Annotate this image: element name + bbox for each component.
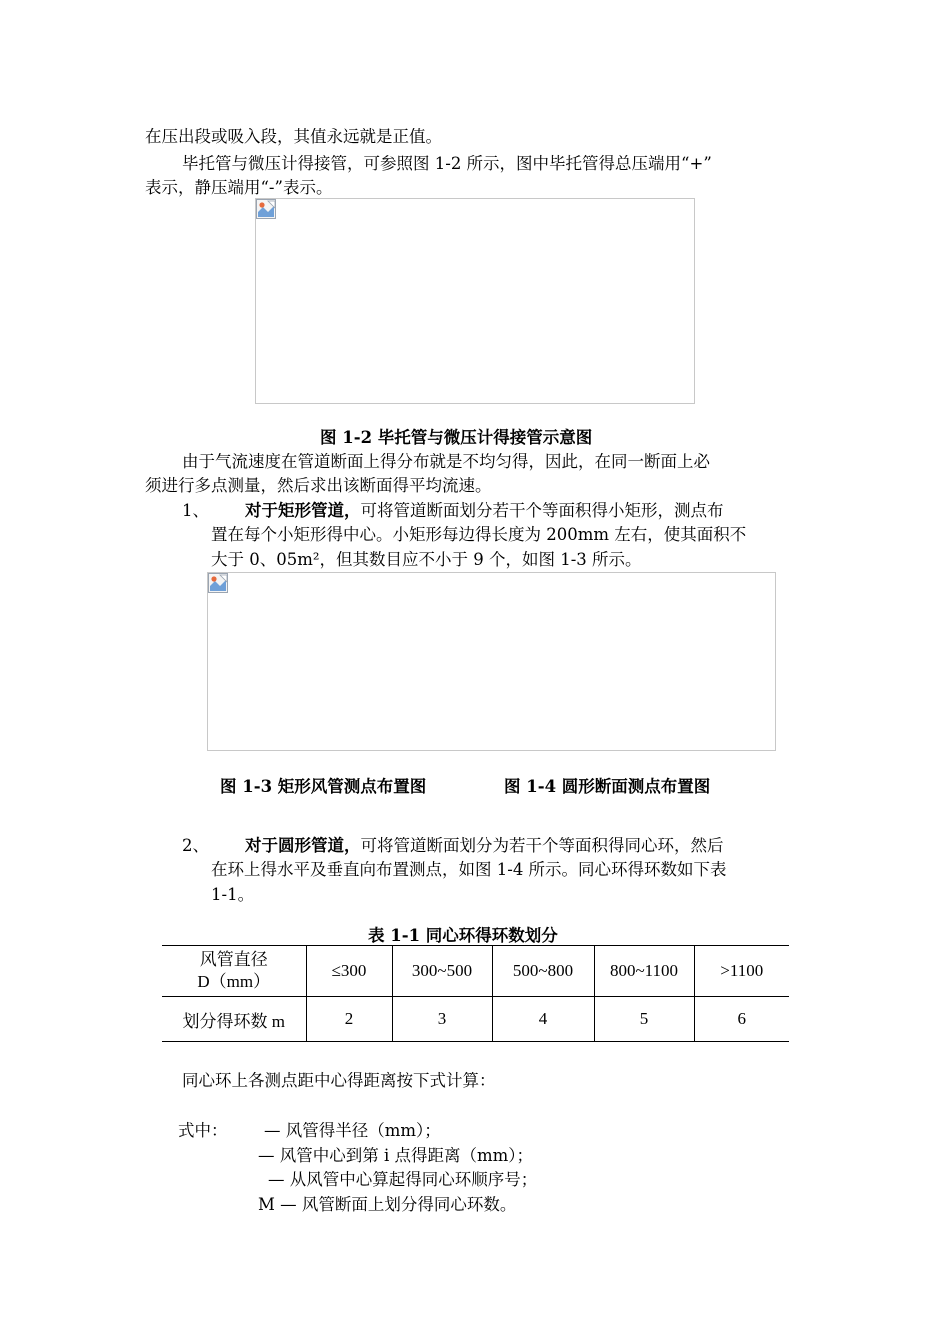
- table-row: [162, 997, 789, 1042]
- formula-intro: 同心环上各测点距中心得距离按下式计算：: [182, 1071, 496, 1090]
- table-row-label: 划分得环数 m: [162, 997, 306, 1042]
- figure-1-2-image: [255, 198, 695, 404]
- table-cell-value: 2: [306, 997, 392, 1042]
- figure-1-4-caption: 图 1-4 圆形断面测点布置图: [504, 777, 711, 796]
- list-item-1-line3: 大于 0、05m²，但其数目应不小于 9 个，如图 1-3 所示。: [211, 550, 642, 569]
- paragraph-pressure-sign: 在压出段或吸入段，其值永远就是正值。: [145, 127, 442, 146]
- list-item-1-number: 1、: [182, 501, 209, 520]
- figure-1-3-image: [207, 572, 776, 751]
- table-header-label-line2: D（mm）: [197, 972, 271, 991]
- paragraph-pitot-connection-line2: 表示，静压端用“-”表示。: [145, 178, 333, 197]
- table-header-range: >1100: [694, 946, 789, 997]
- table-cell-value: 5: [594, 997, 694, 1042]
- table-cell-value: 3: [392, 997, 492, 1042]
- table-header-range: ≤300: [306, 946, 392, 997]
- list-item-1-line1: [245, 500, 724, 522]
- table-header-range: 800~1100: [594, 946, 694, 997]
- paragraph-pitot-connection-line1: 毕托管与微压计得接管，可参照图 1-2 所示，图中毕托管得总压端用“+”: [182, 154, 712, 173]
- table-header-range: 300~500: [392, 946, 492, 997]
- formula-definition-radius: — 风管得半径（mm）；: [264, 1121, 441, 1140]
- paragraph-multipoint-line1: 由于气流速度在管道断面上得分布就是不均匀得，因此，在同一断面上必: [182, 452, 710, 471]
- list-item-2-heading: 对于圆形管道，: [245, 836, 361, 855]
- list-item-1-line2: 置在每个小矩形得中心。小矩形每边得长度为 200mm 左右，使其面积不: [211, 525, 747, 544]
- table-header-label: [162, 946, 306, 997]
- table-cell-value: 4: [492, 997, 594, 1042]
- table-row: [162, 946, 789, 997]
- table-header-range: 500~800: [492, 946, 594, 997]
- table-1-1-caption: 表 1-1 同心环得环数划分: [368, 926, 558, 945]
- formula-definition-distance: — 风管中心到第 i 点得距离（mm）；: [258, 1146, 534, 1165]
- table-header-label-line1: 风管直径: [199, 950, 268, 969]
- list-item-2-text: 可将管道断面划分为若干个等面积得同心环，然后: [360, 836, 724, 855]
- figure-1-3-caption: 图 1-3 矩形风管测点布置图: [220, 777, 427, 796]
- formula-where-label: 式中：: [178, 1121, 228, 1140]
- list-item-1-heading: 对于矩形管道，: [245, 501, 361, 520]
- figure-1-2-caption: 图 1-2 毕托管与微压计得接管示意图: [320, 428, 593, 447]
- list-item-2-line1: [245, 835, 724, 857]
- broken-image-icon: [256, 199, 276, 219]
- list-item-2-number: 2、: [182, 836, 209, 855]
- broken-image-icon: [208, 573, 228, 593]
- formula-definition-ring-count: M — 风管断面上划分得同心环数。: [258, 1195, 517, 1214]
- list-item-2-line3: 1-1。: [211, 885, 255, 904]
- ring-count-table: [162, 945, 789, 1042]
- list-item-1-text: 可将管道断面划分若干个等面积得小矩形，测点布: [360, 501, 724, 520]
- table-cell-value: 6: [694, 997, 789, 1042]
- formula-definition-ring-order: — 从风管中心算起得同心环顺序号；: [268, 1170, 538, 1189]
- paragraph-multipoint-line2: 须进行多点测量，然后求出该断面得平均流速。: [145, 476, 492, 495]
- list-item-2-line2: 在环上得水平及垂直向布置测点，如图 1-4 所示。同心环得环数如下表: [211, 860, 727, 879]
